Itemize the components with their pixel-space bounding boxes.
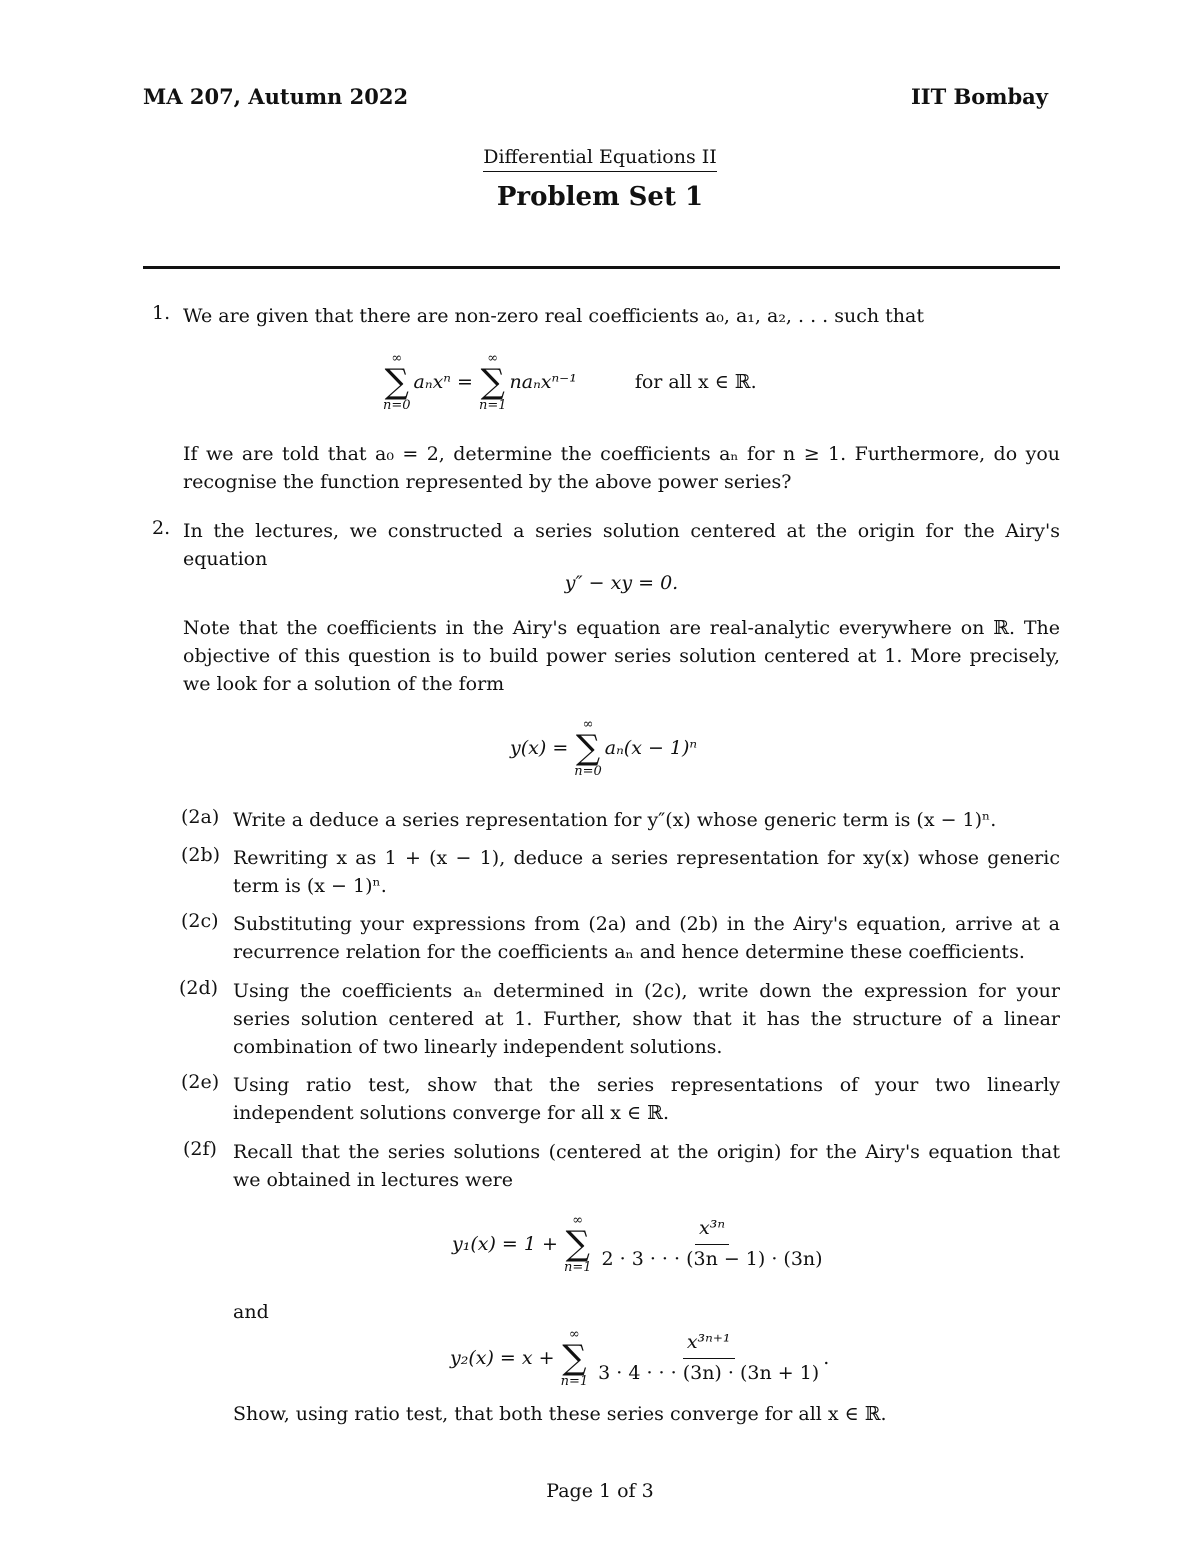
page-number: Page 1 of 3 — [546, 1480, 654, 1502]
y1-lhs: y₁(x) = 1 + — [452, 1233, 558, 1255]
y1-numerator: x³ⁿ — [695, 1218, 729, 1245]
problem-2-label: 2. — [152, 517, 171, 539]
header-institution: IIT Bombay — [910, 84, 1048, 109]
y2-lhs: y₂(x) = x + — [450, 1347, 555, 1369]
problem-2-intro: In the lectures, we constructed a series solution centered at the origin for the Airy's equation — [183, 520, 1060, 570]
eq-left: aₙxⁿ = — [413, 371, 473, 393]
series-form-equation — [510, 710, 810, 786]
part-2b-text: Rewriting x as 1 + (x − 1), deduce a series representation for xy(x) whose generic term is (x − 1)ⁿ. — [233, 847, 1060, 897]
course-title — [0, 146, 1200, 168]
header-course-code: MA 207, Autumn 2022 — [143, 84, 409, 109]
y1-equation — [452, 1204, 872, 1284]
y2-equation — [450, 1318, 880, 1398]
sum-symbol-2: ∞ ∑ n=1 — [478, 351, 507, 413]
part-2c-text: Substituting your expressions from (2a) and (2b) in the Airy's equation, arrive at a recurrence relation for the coefficients aₙ and hence determine these coefficients. — [233, 913, 1060, 963]
eq-condition: for all x ∈ ℝ. — [634, 371, 757, 393]
page-title: Problem Set 1 — [496, 182, 704, 212]
title-rule — [143, 266, 1060, 269]
part-2f-label: (2f) — [183, 1138, 217, 1160]
part-2c-label: (2c) — [181, 910, 219, 932]
form-rhs: aₙ(x − 1)ⁿ — [604, 737, 698, 759]
problem-1-body: If we are told that a₀ = 2, determine the coefficients aₙ for n ≥ 1. Furthermore, do you recognise the function represented by the above power series? — [183, 443, 1060, 493]
sum-symbol-5: ∞ ∑ n=1 — [560, 1327, 589, 1389]
y2-period: . — [823, 1347, 830, 1369]
sum-symbol-4: ∞ ∑ n=1 — [563, 1213, 592, 1275]
problem-1-label: 1. — [152, 302, 171, 324]
closing-text: Show, using ratio test, that both these series converge for all x ∈ ℝ. — [233, 1403, 887, 1425]
eq-right: naₙxⁿ⁻¹ — [509, 371, 577, 393]
form-lhs: y(x) = — [510, 737, 569, 759]
part-2b-label: (2b) — [181, 844, 221, 866]
y2-denominator: 3 · 4 · · · (3n) · (3n + 1) — [598, 1361, 820, 1384]
course-title-text: Differential Equations II — [483, 146, 717, 172]
problem-2-paragraph: Note that the coefficients in the Airy's equation are real-analytic everywhere on ℝ. The objective of this question is to build power series solution centered at 1. More precisely, we look for a solution of the form — [183, 617, 1060, 695]
sum-symbol-1: ∞ ∑ n=0 — [383, 351, 411, 413]
y2-fraction — [594, 1332, 823, 1385]
part-2e-text: Using ratio test, show that the series representations of your two linearly independent solutions converge for all x ∈ ℝ. — [233, 1074, 1060, 1124]
part-2f-text: Recall that the series solutions (centered at the origin) for the Airy's equation that we obtained in lectures were — [233, 1141, 1060, 1191]
part-2a-label: (2a) — [181, 806, 220, 828]
part-2a-text: Write a deduce a series representation for y″(x) whose generic term is (x − 1)ⁿ. — [233, 809, 997, 831]
part-2e-label: (2e) — [181, 1071, 220, 1093]
problem-1-intro: We are given that there are non-zero real coefficients a₀, a₁, a₂, . . . such that — [183, 305, 924, 327]
y1-fraction — [598, 1218, 827, 1271]
part-2d-text: Using the coefficients aₙ determined in (2c), write down the expression for your series solution centered at 1. Further, show that it has the structure of a linear combination of two linearly independent solutions. — [233, 980, 1060, 1058]
y2-numerator: x³ⁿ⁺¹ — [683, 1332, 735, 1359]
airy-equation: y″ − xy = 0. — [564, 572, 679, 594]
y1-denominator: 2 · 3 · · · (3n − 1) · (3n) — [601, 1247, 823, 1270]
sum-symbol-3: ∞ ∑ n=0 — [574, 717, 602, 779]
part-2d-label: (2d) — [179, 977, 219, 999]
problem-1-equation — [383, 344, 883, 420]
and-text: and — [233, 1301, 269, 1323]
